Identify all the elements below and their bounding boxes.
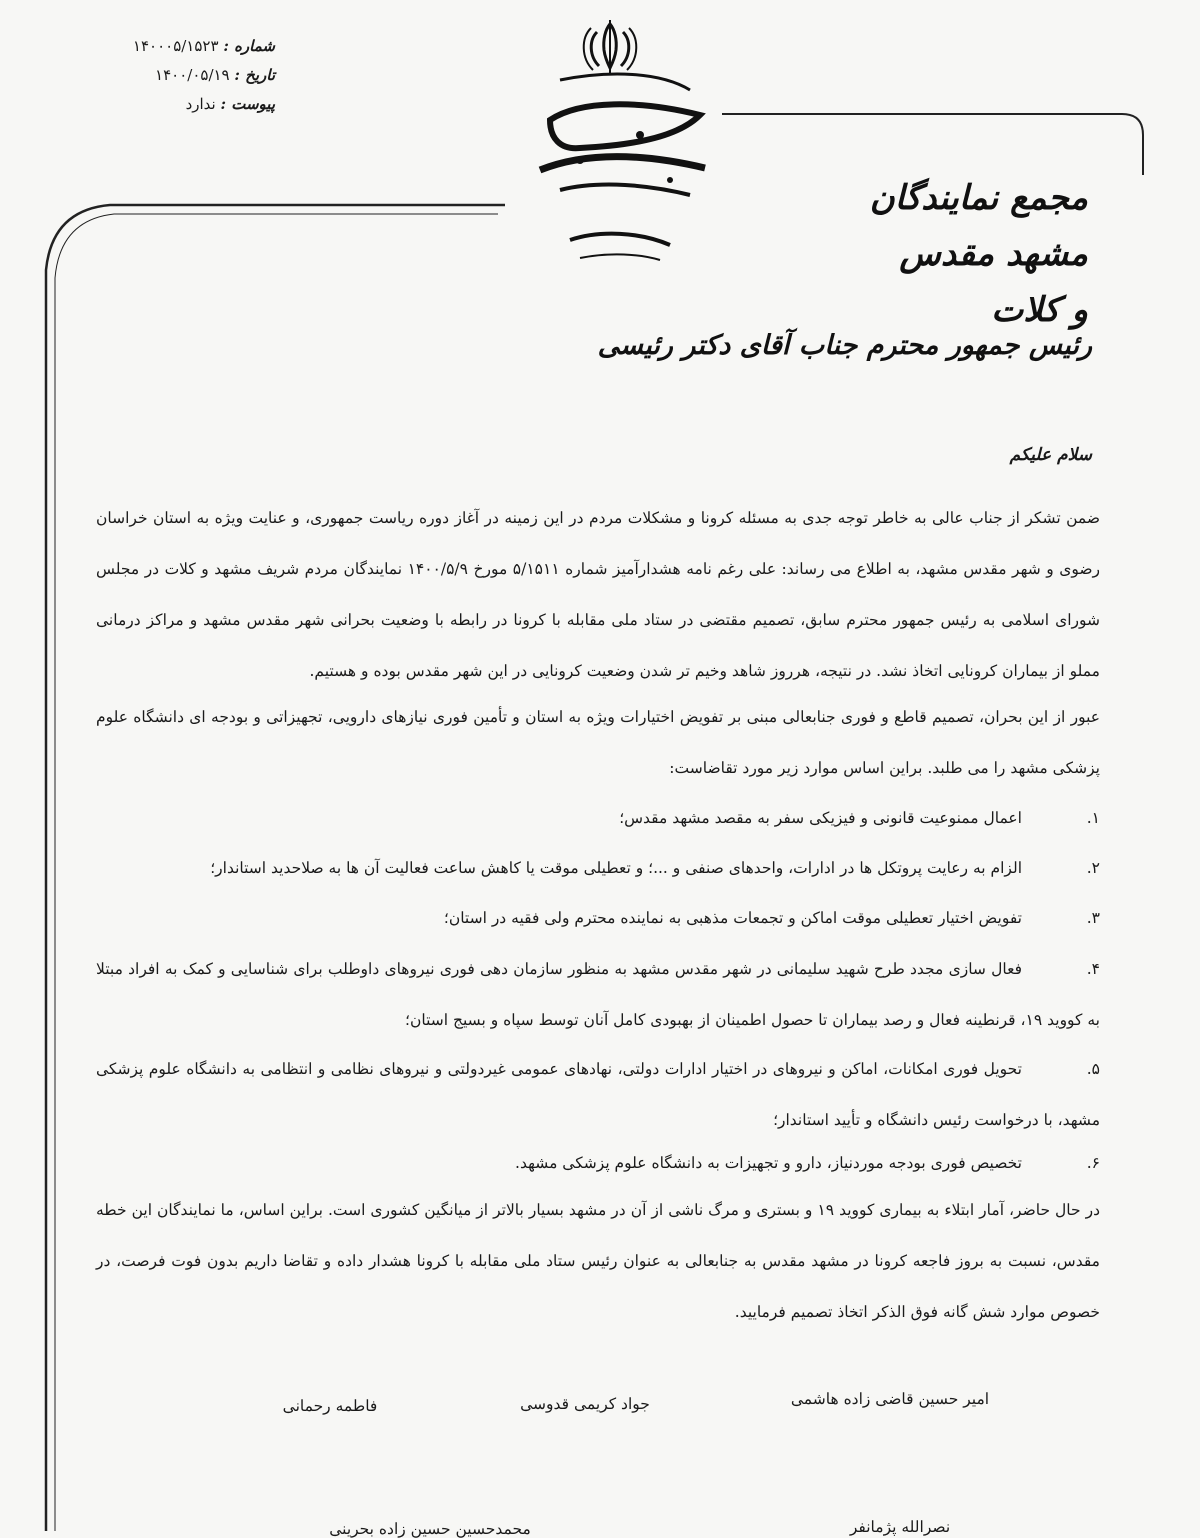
list-item-text: الزام به رعایت پروتکل ها در ادارات، واحدهای صنفی و ...؛ و تعطیلی موقت یا کاهش ساعت فعالیت آن ها به صلاحدید استاندار؛	[210, 859, 1022, 877]
letter-attachment-value: ندارد	[185, 95, 216, 113]
signatory-name: محمدحسین حسین زاده بحرینی	[329, 1520, 531, 1538]
list-item	[96, 843, 1100, 894]
list-item-text: تفویض اختیار تعطیلی موقت اماکن و تجمعات مذهبی به نماینده محترم ولی فقیه در استان؛	[443, 909, 1022, 927]
letter-number-label: شماره :	[223, 37, 275, 55]
paragraph-request: عبور از این بحران، تصمیم قاطع و فوری جنابعالی مبنی بر تفویض اختیارات ویژه به استان و تأمین فوری نیازهای دارویی، تجهیزاتی و بودجه ای دانشگاه علوم پزشکی مشهد را می طلبد. براین اساس موارد زیر مورد تقاضاست:	[96, 708, 1100, 777]
list-item	[96, 893, 1100, 944]
list-item-text: فعال سازی مجدد طرح شهید سلیمانی در شهر مقدس مشهد به منظور سازمان دهی فوری نیروهای داوطلب برای شناسایی و کمک به افراد مبتلا به کووید ۱۹، قرنطینه فعال و رصد بیماران تا حصول اطمینان از بهبودی کامل آنان توسط سپاه و بسیج استان؛	[96, 960, 1100, 1029]
list-item	[96, 1044, 1100, 1146]
list-item	[96, 793, 1100, 844]
organization-line-1: مجمع نمایندگان مشهد مقدس	[869, 178, 1088, 274]
list-item-number: ۳.	[1086, 909, 1100, 927]
signatory-name: امیر حسین قاضی زاده هاشمی	[790, 1390, 990, 1408]
list-item-number: ۵.	[1086, 1060, 1100, 1078]
list-item	[96, 1138, 1100, 1189]
list-item-number: ۶.	[1086, 1154, 1100, 1172]
list-item	[96, 944, 1100, 1046]
paragraph-closing: در حال حاضر، آمار ابتلاء به بیماری کووید ۱۹ و بستری و مرگ ناشی از آن در مشهد بسیار بالاتر از میانگین کشوری است. براین اساس، ما نمایندگان این خطه مقدس، نسبت به بروز فاجعه کرونا در مشهد مقدس به جنابعالی به عنوان رئیس ستاد ملی مقابله با کرونا هشدار داده و تقاضا داریم بدون فوت فرصت، در خصوص موارد شش گانه فوق الذکر اتخاذ تصمیم فرمایید.	[96, 1201, 1101, 1321]
organization-name	[788, 170, 1088, 338]
list-item-text: تخصیص فوری بودجه موردنیاز، دارو و تجهیزات به دانشگاه علوم پزشکی مشهد.	[515, 1154, 1022, 1172]
paragraph-intro: ضمن تشکر از جناب عالی به خاطر توجه جدی به مسئله کرونا و مشکلات مردم در این زمینه در آغاز دوره ریاست جمهوری، و عنایت ویژه به استان خراسان رضوی و شهر مقدس مشهد، به اطلاع می رساند: علی رغم نامه هشدارآمیز شماره ۵/۱۵۱۱ مورخ ۱۴۰۰/۵/۹ نمایندگان مردم شریف مشهد و کلات در مجلس شورای اسلامی به رئیس جمهور محترم سابق، تصمیم مقتضی در ستاد ملی مقابله با کرونا در رابطه با وضعیت بحرانی شهر مقدس مشهد و مراکز درمانی مملو از بیماران کرونایی اتخاذ نشد. در نتیجه، هرروز شاهد وخیم تر شدن وضعیت کرونایی در این شهر مقدس بوده و هستیم.	[96, 509, 1100, 680]
signatory-name: فاطمه رحمانی	[282, 1397, 378, 1415]
letter-attachment-row	[105, 90, 275, 119]
letter-number-row	[105, 32, 275, 61]
list-item-text: تحویل فوری امکانات، اماکن و نیروهای در اختیار ادارات دولتی، نهادهای عمومی غیردولتی و نیروهای نظامی و انتظامی به دانشگاه علوم پزشکی مشهد، با درخواست رئیس دانشگاه و تأیید استاندار؛	[96, 1060, 1100, 1129]
list-item-number: ۲.	[1086, 859, 1100, 877]
greeting-line: سلام علیکم	[1009, 445, 1092, 465]
letter-number-value: ۱۴۰۰۰۵/۱۵۲۳	[132, 37, 219, 55]
letter-date-row	[105, 61, 275, 90]
signatory-name: جواد کریمی قدوسی	[520, 1395, 650, 1413]
list-item-number: ۴.	[1086, 960, 1100, 978]
list-item-text: اعمال ممنوعیت قانونی و فیزیکی سفر به مقصد مشهد مقدس؛	[619, 809, 1022, 827]
parliament-calligraphy-logo	[520, 60, 720, 270]
letter-date-value: ۱۴۰۰/۰۵/۱۹	[155, 66, 230, 84]
letter-attachment-label: پیوست :	[220, 95, 275, 113]
organization-line-2: و کلات	[991, 290, 1088, 330]
signatory-name: نصرالله پژمانفر	[849, 1518, 951, 1536]
addressee-heading: رئیس جمهور محترم جناب آقای دکتر رئیسی	[597, 330, 1092, 361]
list-item-number: ۱.	[1086, 809, 1100, 827]
letter-metadata	[105, 32, 275, 119]
letter-date-label: تاریخ :	[234, 66, 275, 84]
